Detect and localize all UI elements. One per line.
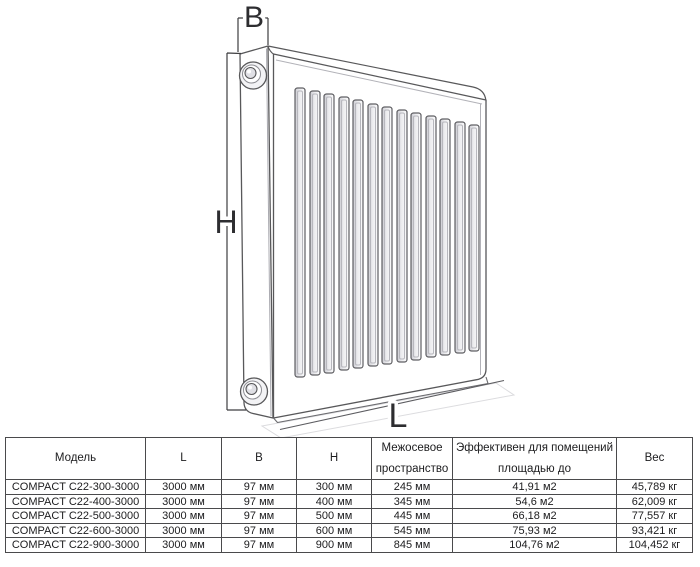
table-cell: COMPACT C22-600-3000 <box>6 523 146 538</box>
table-cell: 3000 мм <box>146 494 222 509</box>
table-cell: 77,557 кг <box>617 509 693 524</box>
column-header: H <box>297 438 372 480</box>
table-cell: 845 мм <box>372 538 453 553</box>
table-cell: 3000 мм <box>146 523 222 538</box>
table-cell: 97 мм <box>222 494 297 509</box>
dimension-label-h: H <box>214 204 238 240</box>
slot <box>353 100 363 368</box>
table-row <box>6 523 693 538</box>
slot <box>368 104 378 366</box>
slot <box>295 88 305 377</box>
table-cell: 300 мм <box>297 480 372 495</box>
spec-table-header <box>6 438 693 480</box>
pipe-connection-bottom <box>241 378 268 405</box>
slot <box>469 125 479 351</box>
table-cell: 41,91 м2 <box>453 480 617 495</box>
slot <box>382 107 392 364</box>
table-cell: 97 мм <box>222 509 297 524</box>
table-cell: 45,789 кг <box>617 480 693 495</box>
spec-table <box>5 437 693 553</box>
slot <box>455 122 465 353</box>
table-cell: 3000 мм <box>146 480 222 495</box>
table-cell: COMPACT C22-900-3000 <box>6 538 146 553</box>
table-cell: 500 мм <box>297 509 372 524</box>
table-row <box>6 538 693 553</box>
table-cell: COMPACT C22-300-3000 <box>6 480 146 495</box>
table-row <box>6 480 693 495</box>
pipe-connection-top <box>240 62 267 89</box>
column-header: Эффективен для помещений площадью до <box>453 438 617 480</box>
column-header: B <box>222 438 297 480</box>
table-cell: COMPACT C22-400-3000 <box>6 494 146 509</box>
slot <box>339 97 349 370</box>
table-cell: 54,6 м2 <box>453 494 617 509</box>
table-row <box>6 494 693 509</box>
dimension-label-l: L <box>388 397 408 435</box>
table-row <box>6 509 693 524</box>
column-header: L <box>146 438 222 480</box>
column-header: Модель <box>6 438 146 480</box>
slot <box>440 119 450 355</box>
table-cell: 62,009 кг <box>617 494 693 509</box>
column-header: Межосевое пространство <box>372 438 453 480</box>
table-cell: 245 мм <box>372 480 453 495</box>
slot <box>397 110 407 362</box>
table-cell: COMPACT C22-500-3000 <box>6 509 146 524</box>
table-cell: 104,452 кг <box>617 538 693 553</box>
table-cell: 3000 мм <box>146 538 222 553</box>
column-header: Вес <box>617 438 693 480</box>
table-cell: 3000 мм <box>146 509 222 524</box>
table-cell: 66,18 м2 <box>453 509 617 524</box>
spec-table-header-row <box>6 438 693 480</box>
dimension-label-b: B <box>243 1 265 34</box>
slot <box>310 91 320 375</box>
table-cell: 75,93 м2 <box>453 523 617 538</box>
table-cell: 97 мм <box>222 523 297 538</box>
radiator-side-panel <box>240 46 273 418</box>
table-cell: 345 мм <box>372 494 453 509</box>
table-cell: 400 мм <box>297 494 372 509</box>
slot <box>411 113 421 360</box>
table-cell: 97 мм <box>222 480 297 495</box>
slot <box>324 94 334 373</box>
dimension-depth <box>238 1 268 52</box>
table-cell: 93,421 кг <box>617 523 693 538</box>
table-cell: 600 мм <box>297 523 372 538</box>
table-cell: 900 мм <box>297 538 372 553</box>
table-cell: 97 мм <box>222 538 297 553</box>
table-cell: 104,76 м2 <box>453 538 617 553</box>
spec-table-body <box>6 480 693 553</box>
slot <box>426 116 436 357</box>
table-cell: 545 мм <box>372 523 453 538</box>
table-cell: 445 мм <box>372 509 453 524</box>
